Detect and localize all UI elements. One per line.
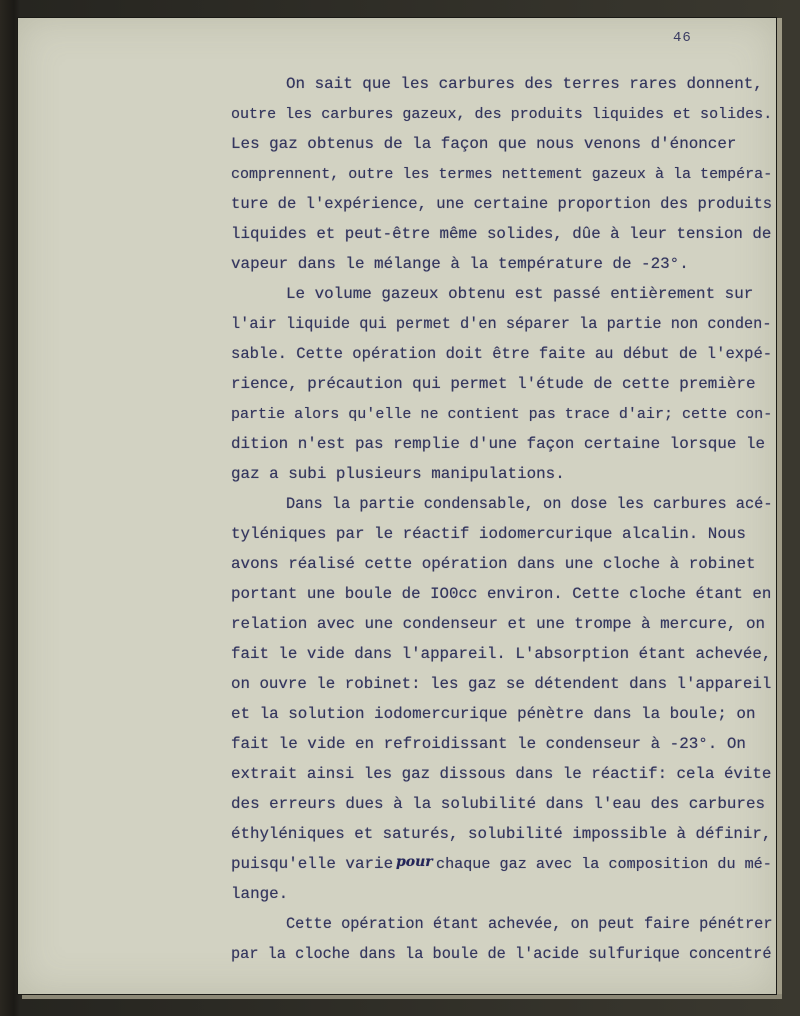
text-line: l'air liquide qui permet d'en séparer la partie non conden- [231,315,772,333]
text-line: lange. [231,885,289,903]
page-edge-right [776,18,782,994]
text-line: Les gaz obtenus de la façon que nous venons d'énoncer [231,135,737,153]
handwritten-insertion: pour [396,854,433,870]
page-number: 46 [673,30,692,46]
text-line: puisqu'elle varie [231,855,394,873]
text-line: ture de l'expérience, une certaine proportion des produits [231,195,773,213]
text-line: gaz a subi plusieurs manipulations. [231,465,565,483]
text-line: des erreurs dues à la solubilité dans l'eau des carbures [231,795,766,813]
text-line: vapeur dans le mélange à la température de -23°. [231,255,689,273]
text-line: relation avec une condenseur et une trompe à mercure, on [231,615,766,633]
text-line: chaque gaz avec la composition du mé- [436,855,772,873]
text-line: fait le vide en refroidissant le condenseur à -23°. On [231,735,746,753]
text-line: rience, précaution qui permet l'étude de cette première [231,375,756,393]
text-line: liquides et peut-être même solides, dûe à leur tension de [231,225,772,243]
text-line: on ouvre le robinet: les gaz se détendent dans l'appareil [231,675,772,693]
text-line: extrait ainsi les gaz dissous dans le réactif: cela évite [231,765,772,783]
text-line: outre les carbures gazeux, des produits liquides et solides. [231,105,773,123]
text-line: On sait que les carbures des terres rares donnent, [286,75,763,93]
text-line: comprennent, outre les termes nettement gazeux à la tempéra- [231,165,773,183]
text-line: portant une boule de IO0cc environ. Cette cloche étant en [231,585,772,603]
text-line: par la cloche dans la boule de l'acide sulfurique concentré [231,945,772,963]
text-line: tyléniques par le réactif iodomercurique alcalin. Nous [231,525,746,543]
text-line: et la solution iodomercurique pénètre dans la boule; on [231,705,756,723]
text-line: Le volume gazeux obtenu est passé entièrement sur [286,285,754,303]
text-line: sable. Cette opération doit être faite au début de l'expé- [231,345,773,363]
text-line: éthyléniques et saturés, solubilité impossible à définir, [231,825,772,843]
text-line: fait le vide dans l'appareil. L'absorption étant achevée, [231,645,772,663]
text-line: Dans la partie condensable, on dose les carbures acé- [286,495,773,513]
text-line: Cette opération étant achevée, on peut faire pénétrer [286,915,773,933]
text-line: avons réalisé cette opération dans une cloche à robinet [231,555,756,573]
page-edge-bottom [22,994,782,999]
text-line: partie alors qu'elle ne contient pas trace d'air; cette con- [231,405,773,423]
text-line: dition n'est pas remplie d'une façon certaine lorsque le [231,435,766,453]
